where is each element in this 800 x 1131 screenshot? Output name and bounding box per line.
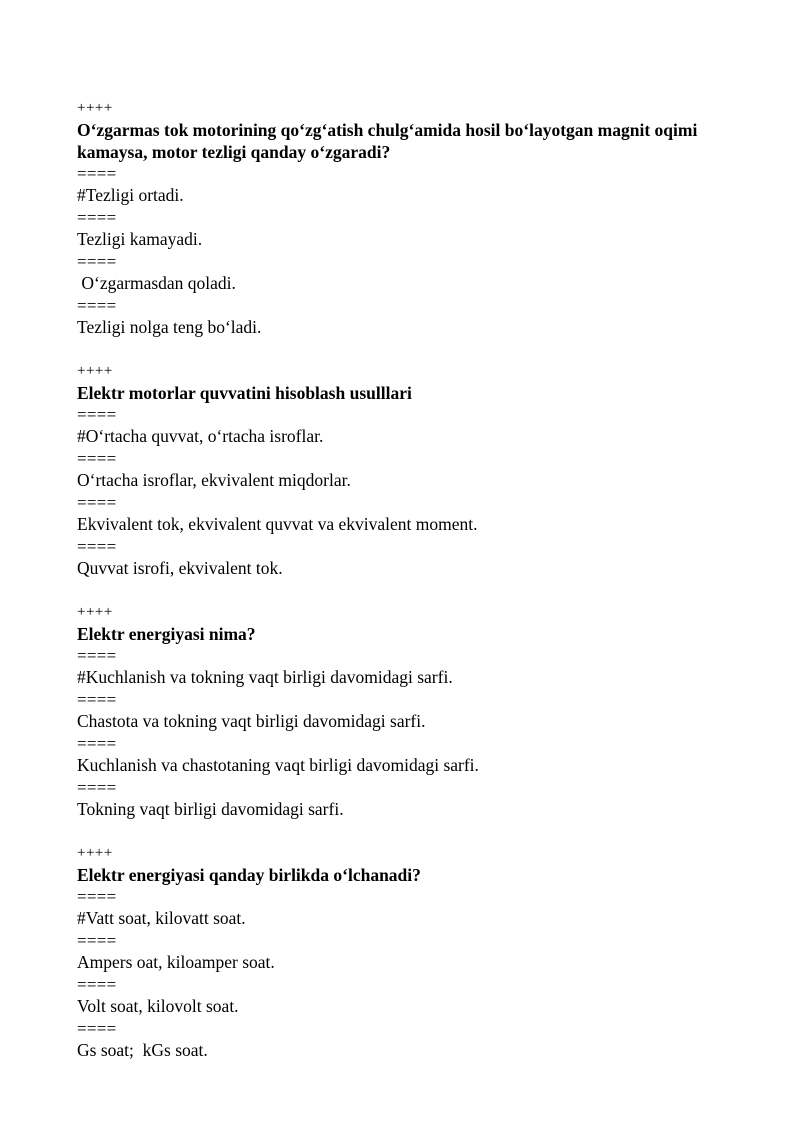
question-text: Elektr energiyasi nima? [77,624,256,644]
answer-option: Tezligi nolga teng bo‘ladi. [77,317,262,337]
question-block-1 [77,98,757,339]
answer-option: Quvvat isrofi, ekvivalent tok. [77,558,283,578]
answer-option: Volt soat, kilovolt soat. [77,996,239,1016]
question-marker: ++++ [77,363,113,379]
answer-separator: ==== [77,537,117,556]
answer-separator: ==== [77,208,117,227]
answer-option: O‘zgarmasdan qoladi. [77,273,236,293]
answer-option: O‘rtacha isroflar, ekvivalent miqdorlar. [77,470,351,490]
answer-option-correct: #Kuchlanish va tokning vaqt birligi davomidagi sarfi. [77,667,453,687]
answer-separator: ==== [77,887,117,906]
answer-option: Chastota va tokning vaqt birligi davomidagi sarfi. [77,711,426,731]
answer-separator: ==== [77,405,117,424]
answer-separator: ==== [77,690,117,709]
answer-separator: ==== [77,252,117,271]
answer-option-correct: #Tezligi ortadi. [77,185,184,205]
answer-option: Kuchlanish va chastotaning vaqt birligi davomidagi sarfi. [77,755,479,775]
answer-option-correct: #Vatt soat, kilovatt soat. [77,908,246,928]
question-marker: ++++ [77,100,113,116]
answer-option: Gs soat; kGs soat. [77,1040,208,1060]
answer-separator: ==== [77,493,117,512]
question-block-3 [77,602,757,821]
answer-separator: ==== [77,1019,117,1038]
answer-option-correct: #O‘rtacha quvvat, o‘rtacha isroflar. [77,426,324,446]
question-marker: ++++ [77,604,113,620]
answer-separator: ==== [77,449,117,468]
answer-separator: ==== [77,931,117,950]
document-page [77,98,757,1084]
answer-separator: ==== [77,164,117,183]
question-marker: ++++ [77,845,113,861]
answer-separator: ==== [77,734,117,753]
answer-option: Ampers oat, kiloamper soat. [77,952,275,972]
question-text: O‘zgarmas tok motorining qo‘zg‘atish chulg‘amida hosil bo‘layotgan magnit oqimi kamaysa, motor tezligi qanday o‘zgaradi? [77,120,698,162]
answer-separator: ==== [77,778,117,797]
answer-separator: ==== [77,296,117,315]
answer-separator: ==== [77,975,117,994]
question-block-2 [77,361,757,580]
answer-option: Tokning vaqt birligi davomidagi sarfi. [77,799,344,819]
answer-separator: ==== [77,646,117,665]
answer-option: Tezligi kamayadi. [77,229,203,249]
question-text: Elektr energiyasi qanday birlikda o‘lchanadi? [77,865,421,885]
answer-option: Ekvivalent tok, ekvivalent quvvat va ekvivalent moment. [77,514,478,534]
question-text: Elektr motorlar quvvatini hisoblash usulllari [77,383,412,403]
question-block-4 [77,843,757,1062]
